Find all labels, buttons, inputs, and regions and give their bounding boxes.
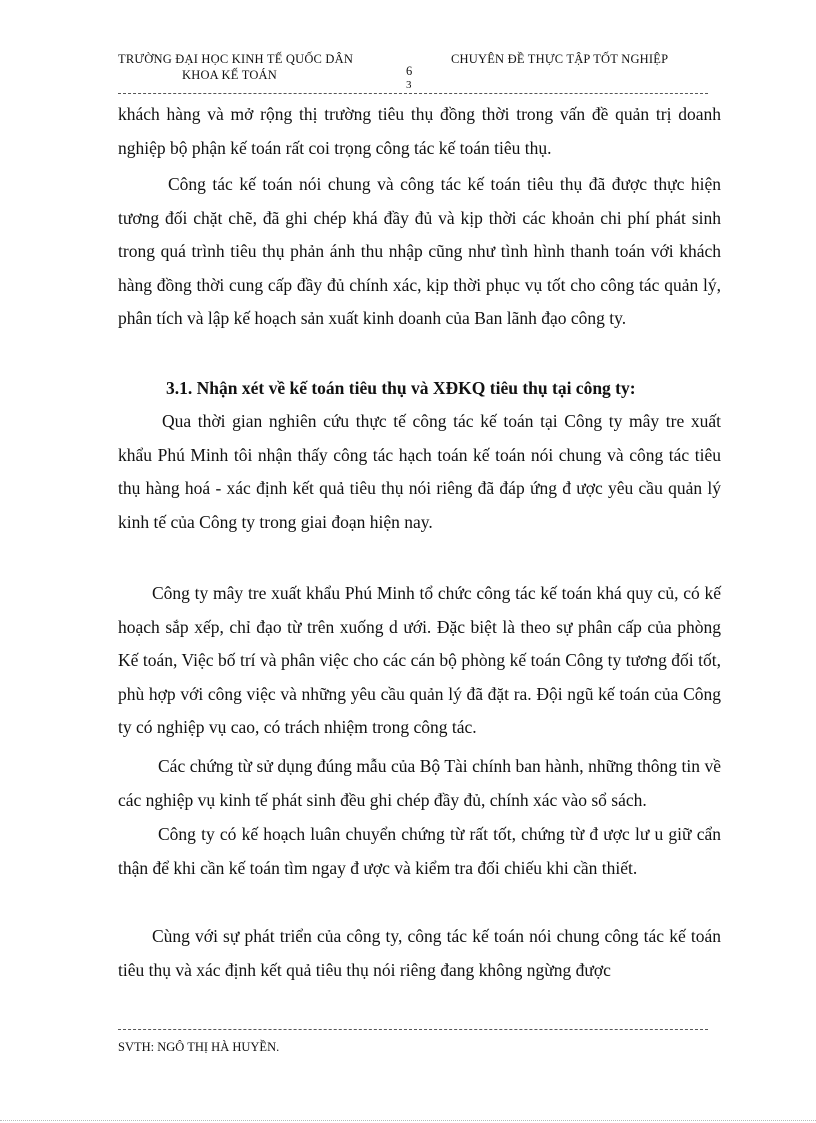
section-heading: 3.1. Nhận xét về kế toán tiêu thụ và XĐKQ tiêu thụ tại công ty: — [166, 378, 636, 398]
paragraph-6: Công ty có kế hoạch luân chuyển chứng từ rất tốt, chứng từ đ ược lư u giữ cẩn thận để khi cần kế toán tìm ngay đ ược và kiểm tra đối chiếu khi cần thiết. — [118, 824, 721, 878]
paragraph-5: Các chứng từ sử dụng đúng mẫu của Bộ Tài chính ban hành, những thông tin về các nghiệp vụ kinh tế phát sinh đều ghi chép đầy đủ, chính xác vào sổ sách. — [118, 756, 721, 810]
page-edge — [0, 1120, 816, 1121]
paragraph-1: khách hàng và mở rộng thị trường tiêu thụ đồng thời trong vấn đề quản trị doanh nghiệp bộ phận kế toán rất coi trọng công tác kế toán tiêu thụ. — [118, 104, 721, 158]
page-number-top: 6 — [406, 64, 413, 78]
paragraph-4: Công ty mây tre xuất khẩu Phú Minh tổ chức công tác kế toán khá quy củ, có kế hoạch sắp xếp, chỉ đạo từ trên xuống d ưới. Đặc biệt là theo sự phân cấp của phòng Kế toán, Việc bố trí và phân việc cho các cán bộ phòng kế toán Công ty tương đối tốt, phù hợp với công việc và những yêu cầu quản lý đã đặt ra. Đội ngũ kế toán của Công ty có nghiệp vụ cao, có trách nhiệm trong công tác. — [118, 583, 721, 737]
footer-divider — [118, 1029, 708, 1030]
header-divider — [118, 93, 708, 94]
student-name: SVTH: NGÔ THỊ HÀ HUYỀN. — [118, 1040, 280, 1054]
paragraph-3: Qua thời gian nghiên cứu thực tế công tác kế toán tại Công ty mây tre xuất khẩu Phú Minh tôi nhận thấy công tác hạch toán kế toán nói chung và công tác tiêu thụ hàng hoá - xác định kết quả tiêu thụ nói riêng đã đáp ứng đ ược yêu cầu quản lý kinh tế của Công ty trong giai đoạn hiện nay. — [118, 411, 721, 532]
faculty-name: KHOA KẾ TOÁN — [182, 68, 277, 82]
page-number-bottom: 3 — [406, 79, 412, 91]
paragraph-7: Cùng với sự phát triển của công ty, công tác kế toán nói chung công tác kế toán tiêu thụ và xác định kết quả tiêu thụ nói riêng đang không ngừng được — [118, 926, 721, 980]
university-name: TRƯỜNG ĐẠI HỌC KINH TẾ QUỐC DÂN — [118, 52, 354, 66]
document-type: CHUYÊN ĐỀ THỰC TẬP TỐT NGHIỆP — [451, 52, 669, 66]
paragraph-2: Công tác kế toán nói chung và công tác kế toán tiêu thụ đã được thực hiện tương đối chặt chẽ, đã ghi chép khá đầy đủ và kịp thời các khoản chi phí phát sinh trong quá trình tiêu thụ phản ánh thu nhập cũng như tình hình thanh toán với khách hàng đồng thời cung cấp đầy đủ chính xác, kịp thời phục vụ tốt cho công tác quản lý, phân tích và lập kế hoạch sản xuất kinh doanh của Ban lãnh đạo công ty. — [118, 174, 721, 328]
